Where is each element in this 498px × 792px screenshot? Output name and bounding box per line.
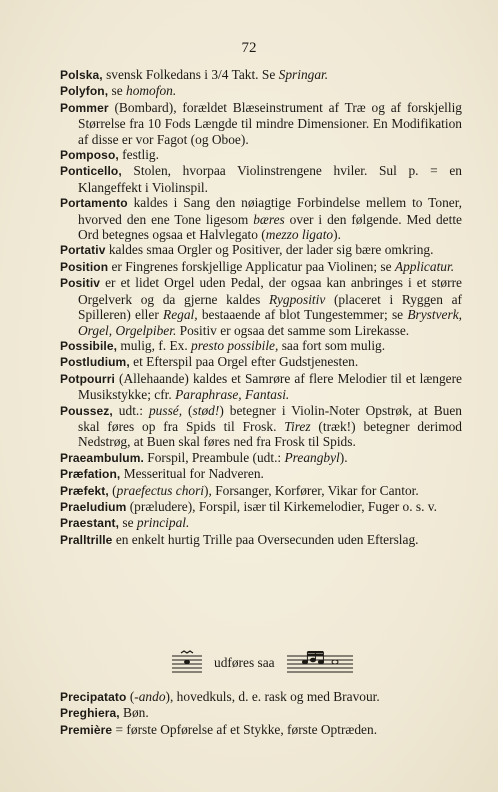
entry-headword: Praeludium bbox=[60, 499, 127, 514]
dictionary-entry bbox=[60, 67, 462, 83]
entry-italic-text: Regal, bbox=[163, 307, 198, 323]
entry-headword: Precipatato bbox=[60, 690, 127, 704]
entry-headword: Præfekt, bbox=[60, 483, 109, 498]
entry-headword: Praestant, bbox=[60, 516, 120, 531]
dictionary-entry bbox=[60, 259, 462, 275]
dictionary-entry bbox=[60, 83, 462, 99]
entry-text: kaldes smaa Orgler og Positiver, der lader sig bære omkring. bbox=[105, 242, 434, 258]
entry-italic-text: stød! bbox=[192, 402, 220, 418]
entry-text: Positiv er ogsaa det samme som Lirekasse. bbox=[176, 322, 410, 338]
entry-italic-text: Rygpositiv bbox=[269, 291, 326, 307]
entry-text: 3/4 bbox=[211, 67, 229, 82]
entry-text: ( bbox=[126, 689, 135, 704]
entry-italic-text: Applicatur. bbox=[394, 258, 455, 274]
entry-text: ) betegner i Violin-Noter Opstrøk, at Buen skal føres op fra Spids til Frosk. bbox=[78, 402, 462, 434]
entry-headword: Portativ bbox=[60, 243, 106, 258]
entry-italic-text: Brystverk, Orgel, Orgelpiber. bbox=[78, 307, 462, 338]
entry-text: kaldes i Sang den nøiagtige Forbindelse mellem to Toner, hvorved den ene Tone ligesom bbox=[78, 195, 462, 227]
dictionary-entry bbox=[60, 242, 462, 258]
entry-text: (præludere), Forspil, især til Kirkemelodier, Fuger o. s. v. bbox=[126, 498, 437, 514]
dictionary-entries-tail bbox=[60, 689, 462, 738]
prall-sign-icon bbox=[172, 650, 202, 676]
entry-headword: Postludium, bbox=[60, 355, 130, 370]
entry-text: svensk Folkedans i bbox=[102, 67, 212, 82]
dictionary-entry bbox=[60, 515, 462, 531]
entry-text: ), Forsanger, Korfører, Vikar for Cantor. bbox=[204, 482, 419, 498]
entry-text: Forspil, Preambule (udt.: bbox=[143, 449, 285, 465]
entry-italic-text: pussé, bbox=[148, 402, 183, 418]
entry-text: saa fort som mulig. bbox=[278, 337, 386, 353]
entry-italic-text: principal. bbox=[136, 515, 190, 531]
entry-text: (Bombard), forældet Blæseinstrument af Træ og af forskjellig Størrelse fra 10 Fods Længde til mindre Dimensioner. En Modifikation af disse er vor Fagot (og Oboe). bbox=[78, 99, 462, 147]
entry-text: en enkelt hurtig Trille paa Oversecunden uden Efterslag. bbox=[112, 531, 419, 547]
entry-headword: Première bbox=[60, 722, 113, 737]
dictionary-entry bbox=[60, 338, 462, 354]
dictionary-entry bbox=[60, 100, 462, 147]
entry-headword: Portamento bbox=[60, 196, 128, 211]
entry-text: (træk!) betegner derimod Nedstrøg, at Buen skal føres ned fra Frosk til Spids. bbox=[78, 418, 463, 450]
entry-text: ). bbox=[339, 449, 348, 465]
entry-text: er Fingrenes forskjellige Applicatur paa Violinen; se bbox=[108, 258, 395, 274]
page-number: 72 bbox=[241, 40, 257, 56]
entry-text: udt.: bbox=[112, 402, 149, 418]
entry-italic-text: Springar. bbox=[278, 67, 329, 82]
entry-headword: Polska, bbox=[60, 68, 103, 82]
entry-text: ), hovedkuls, d. e. rask og med Bravour. bbox=[165, 689, 380, 704]
entry-text: Bøn. bbox=[119, 705, 149, 721]
entry-headword: Præfation, bbox=[60, 467, 121, 482]
entry-italic-text: Preangbyl bbox=[284, 449, 340, 465]
entry-headword: Positiv bbox=[60, 276, 101, 291]
entry-text: festlig. bbox=[118, 147, 159, 163]
entry-italic-text: -ando bbox=[134, 689, 166, 704]
entry-headword: Possibile, bbox=[60, 338, 118, 353]
entry-text: over i den følgende. Med dette Ord betegnes ogsaa et Halvlegato ( bbox=[78, 211, 462, 243]
entry-text: se bbox=[119, 515, 137, 531]
dictionary-entry bbox=[60, 532, 462, 548]
entry-text: (placeret i Ryggen af Spilleren) eller bbox=[78, 291, 462, 323]
dictionary-entry bbox=[60, 499, 462, 515]
dictionary-entry bbox=[60, 163, 462, 195]
dictionary-entry bbox=[60, 705, 462, 721]
dictionary-entries bbox=[60, 67, 462, 548]
dictionary-entry bbox=[60, 689, 462, 705]
entry-headword: Potpourri bbox=[60, 371, 115, 386]
entry-text: ( bbox=[182, 402, 193, 418]
entry-text: mulig, f. Ex. bbox=[117, 337, 192, 353]
dictionary-entry bbox=[60, 466, 462, 482]
dictionary-entry bbox=[60, 722, 462, 738]
entry-headword: Position bbox=[60, 259, 109, 274]
entry-italic-text: Tirez bbox=[284, 418, 311, 434]
entry-headword: Poussez, bbox=[60, 403, 113, 418]
entry-headword: Polyfon, bbox=[60, 84, 109, 99]
music-example bbox=[172, 650, 353, 676]
dictionary-entry bbox=[60, 403, 462, 450]
entry-italic-text: Paraphrase, Fantasi. bbox=[175, 387, 290, 403]
entry-headword: Praeambulum. bbox=[60, 450, 144, 465]
entry-text: et Efterspil paa Orgel efter Gudstjenesten. bbox=[129, 354, 359, 370]
entry-text: (Allehaande) kaldes et Samrøre af flere Melodier til et længere Musikstykke; cfr. bbox=[78, 370, 462, 403]
dictionary-entry bbox=[60, 354, 462, 370]
entry-text: ). bbox=[333, 227, 341, 243]
entry-headword: Preghiera, bbox=[60, 706, 120, 721]
entry-italic-text: bæres bbox=[253, 211, 285, 227]
entry-text: se bbox=[108, 83, 126, 99]
entry-text: = første Opførelse af et Stykke, første Optræden. bbox=[112, 721, 378, 737]
entry-text: bestaaende af blot Tungestemmer; se bbox=[197, 307, 408, 323]
entry-italic-text: presto possibile, bbox=[191, 337, 279, 353]
entry-headword: Pommer bbox=[60, 100, 109, 115]
dictionary-entry bbox=[60, 371, 462, 403]
dictionary-entry bbox=[60, 147, 462, 163]
entry-headword: Pomposo, bbox=[60, 148, 119, 163]
music-example-text: udføres saa bbox=[214, 655, 275, 670]
dictionary-entry bbox=[60, 195, 462, 242]
entry-italic-text: mezzo ligato bbox=[265, 227, 334, 243]
dictionary-entry bbox=[60, 450, 462, 466]
entry-text: ( bbox=[108, 482, 117, 498]
entry-text: er et lidet Orgel uden Pedal, der ogsaa kan anbringes i et større Orgelverk og da gjerne kaldes bbox=[78, 275, 462, 307]
dictionary-entry bbox=[60, 483, 462, 499]
entry-headword: Ponticello, bbox=[60, 164, 122, 179]
entry-italic-text: praefectus chori bbox=[116, 482, 205, 498]
entry-text: Messeritual for Nadveren. bbox=[120, 466, 264, 482]
entry-text: Stolen, hvorpaa Violinstrengene hviler. Sul p. = en Klangeffekt i Violinspil. bbox=[78, 163, 462, 195]
dictionary-entry bbox=[60, 275, 462, 338]
entry-text: Takt. Se bbox=[228, 67, 279, 82]
entry-headword: Pralltrille bbox=[60, 532, 113, 547]
notes-icon bbox=[287, 650, 353, 676]
entry-italic-text: homofon. bbox=[126, 83, 177, 99]
